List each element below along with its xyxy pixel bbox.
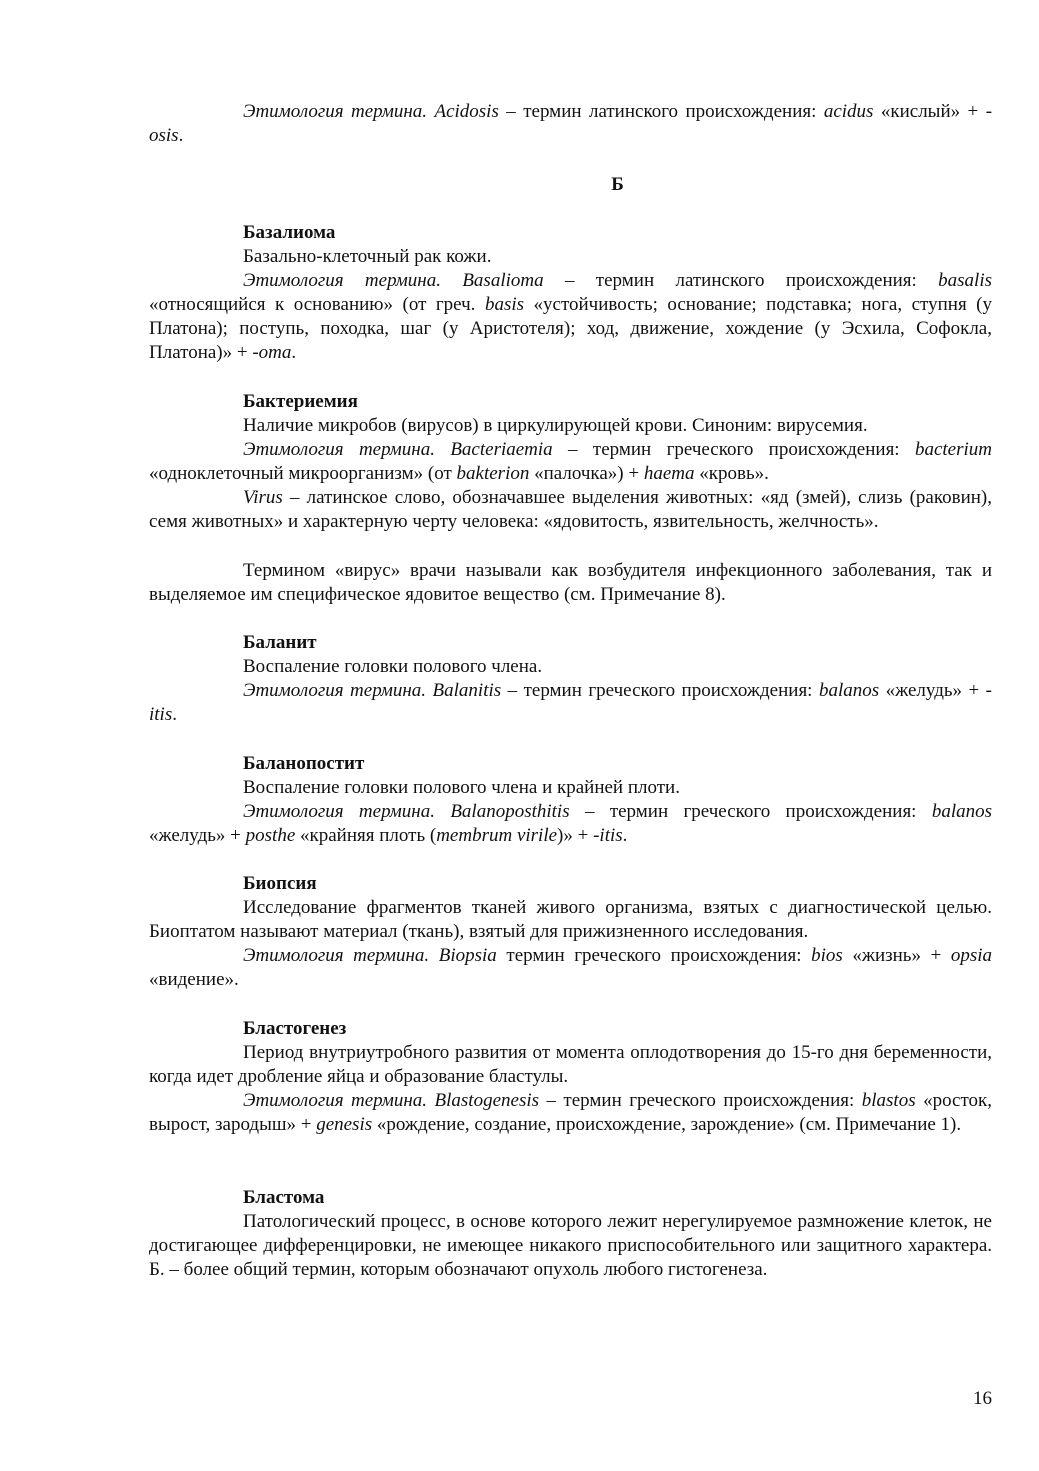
biopsia-etymology	[149, 944, 992, 992]
balanitis-etymology	[149, 679, 992, 727]
text: – термин латинского происхождения:	[543, 270, 939, 291]
entry-title: Бластома	[243, 1187, 325, 1208]
section-letter: Б	[611, 174, 624, 195]
latin-term: Blastogenesis	[434, 1090, 540, 1111]
word: membrum virile	[436, 825, 558, 846]
text: «кислый» +	[880, 101, 986, 122]
bacteriemia-etymology	[149, 438, 992, 486]
text: .	[622, 825, 628, 846]
entry-definition: Патологический процесс, в основе которого лежит нерегулируемое размножение клеток, не достигающее дифференцировки, не имеющее никакого приспособительного или защитного характера. Б. – более общий термин, которым обозначают опухоль любого гистогенеза.	[149, 1211, 992, 1280]
text: «желудь» +	[885, 680, 986, 701]
latin-word: Virus	[243, 487, 283, 508]
suffix: -itis	[149, 680, 992, 725]
word: balanos	[818, 680, 880, 701]
text: «желудь» +	[149, 825, 246, 846]
entry-title: Баланит	[243, 632, 317, 653]
latin-term: Balanitis	[432, 680, 502, 701]
text: «палочка») +	[529, 463, 644, 484]
entry-definition: Исследование фрагментов тканей живого организма, взятых с диагностической целью. Биоптатом называют материал (ткань), взятый для прижизненного исследования.	[149, 897, 992, 942]
text: )» +	[557, 825, 594, 846]
entry-title: Биопсия	[243, 873, 317, 894]
word: blastos	[861, 1090, 916, 1111]
latin-word: acidus	[823, 101, 874, 122]
entry-title: Бактериемия	[243, 391, 358, 412]
etymology-label: Этимология термина.	[243, 680, 427, 701]
blastogenesis-etymology	[149, 1089, 992, 1137]
entry-title: Базалиома	[243, 222, 336, 243]
text: «видение».	[149, 969, 239, 990]
word: haema	[643, 463, 695, 484]
suffix: -oma	[252, 342, 292, 363]
balanoposthitis-etymology	[149, 800, 992, 848]
etymology-label: Этимология термина.	[243, 101, 428, 122]
latin-term: Basalioma	[462, 270, 544, 291]
entry-definition: Наличие микробов (вирусов) в циркулирующей крови. Синоним: вирусемия.	[243, 415, 868, 436]
text: «крайняя плоть (	[295, 825, 437, 846]
word: opsia	[950, 945, 993, 966]
greek-word: basis	[484, 294, 525, 315]
suffix: -osis	[149, 101, 993, 146]
entry-title: Баланопостит	[243, 753, 365, 774]
entry-title: Бластогенез	[243, 1018, 347, 1039]
etymology-label: Этимология термина.	[243, 439, 435, 460]
word: balanos	[931, 801, 993, 822]
latin-term: Bacteriaemia	[450, 439, 553, 460]
text: – термин латинского происхождения:	[498, 101, 824, 122]
page-number: 16	[973, 1388, 992, 1409]
text: «рождение, создание, происхождение, зарождение» (см. Примечание 1).	[372, 1114, 962, 1135]
text: – латинское слово, обозначавшее выделения животных: «яд (змей), слизь (раковин), семя животных» и характерную черту человека: «ядовитость, язвительность, желчность».	[149, 487, 992, 532]
basalioma-etymology	[149, 269, 992, 365]
virus-paragraph	[149, 486, 992, 534]
word: posthe	[245, 825, 296, 846]
text: «устойчивость; основание; подставка; нога, ступня (у Платона); поступь, походка, шаг (у Аристотеля); ход, движение, хождение (у Эсхила, Софокла, Платона)» +	[149, 294, 993, 363]
etymology-label: Этимология термина.	[243, 1090, 428, 1111]
word: bakterion	[456, 463, 530, 484]
text: .	[178, 125, 184, 146]
word: bacterium	[914, 439, 992, 460]
etymology-label: Этимология термина.	[243, 801, 435, 822]
entry-definition: Воспаление головки полового члена.	[243, 656, 543, 677]
etymology-label: Этимология термина.	[243, 945, 430, 966]
text: «относящийся к основанию» (от греч.	[149, 294, 485, 315]
entry-definition: Период внутриутробного развития от момента оплодотворения до 15-го дня беременности, когда идет дробление яйца и образование бластулы.	[149, 1042, 992, 1087]
virus-term-paragraph: Термином «вирус» врачи называли как возбудителя инфекционного заболевания, так и выделяемое им специфическое ядовитое вещество (см. Примечание 8).	[149, 560, 992, 605]
text: термин греческого происхождения:	[496, 945, 812, 966]
text: – термин греческого происхождения:	[552, 439, 915, 460]
suffix: -itis	[593, 825, 623, 846]
acidosis-etymology	[149, 100, 992, 148]
text: «одноклеточный микроорганизм» (от	[149, 463, 457, 484]
text: – термин греческого происхождения:	[501, 680, 819, 701]
text: .	[172, 704, 177, 725]
text: – термин греческого происхождения:	[569, 801, 932, 822]
text: – термин греческого происхождения:	[539, 1090, 862, 1111]
text: «кровь».	[694, 463, 769, 484]
text: .	[291, 342, 297, 363]
word: bios	[811, 945, 843, 966]
word: genesis	[316, 1114, 373, 1135]
entry-definition: Воспаление головки полового члена и крайней плоти.	[243, 777, 680, 798]
latin-term: Biopsia	[438, 945, 497, 966]
etymology-label: Этимология термина.	[243, 270, 441, 291]
entry-definition: Базально-клеточный рак кожи.	[243, 246, 492, 267]
latin-term: Balanoposthitis	[450, 801, 570, 822]
text: «росток, вырост, зародыш» +	[149, 1090, 993, 1135]
latin-word: basalis	[938, 270, 993, 291]
text: «жизнь» +	[842, 945, 951, 966]
latin-term: Acidosis	[434, 101, 499, 122]
